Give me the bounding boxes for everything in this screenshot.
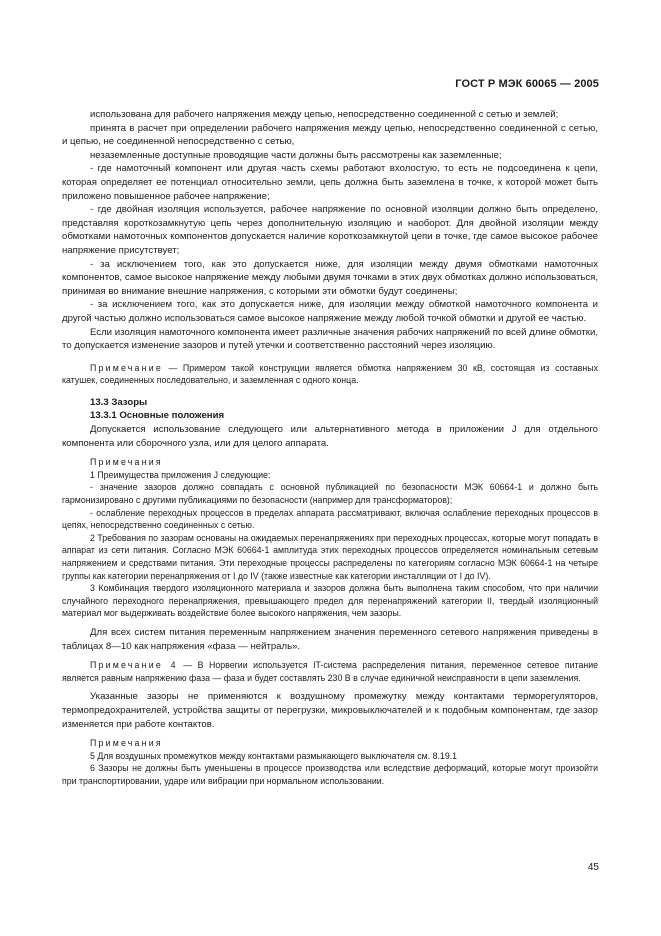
document-header: ГОСТ Р МЭК 60065 — 2005 — [455, 78, 599, 90]
section-intro: Допускается использование следующего или альтернативного метода в приложении J для отдельного компонента или сборочного узла, или для целого аппарата. — [62, 424, 598, 449]
note-item: - значение зазоров должно совпадать с основной публикацией по безопасности МЭК 60664-1 и должно быть гармонизировано с другими публикациями по безопасности (например для трансформаторов); — [62, 482, 598, 506]
body-paragraph: принята в расчет при определении рабочего напряжения между цепью, непосредственно соединенной с сетью, и цепью, не соединенной непосредственно с сетью, — [62, 122, 598, 148]
note-text: — Примером такой конструкции является обмотка напряжением 30 кВ, состоящая из составных катушек, соединенных последовательно, и заземленная с одного конца. — [62, 362, 598, 386]
body-paragraph: Для всех систем питания переменным напряжением значения переменного сетевого напряжения приведены в таблицах 8—10 как напряжения «фаза — нейтраль». — [62, 626, 598, 652]
note-item: - ослабление переходных процессов в пределах аппарата рассматривают, включая ослабление переходных процессов в цепях, непосредственно соединенных с сетью. — [62, 507, 598, 531]
note-item: 2 Требования по зазорам основаны на ожидаемых перенапряжениях при переходных процессах, которые могут попадать в аппарат из сети питания. Согласно МЭК 60664-1 амплитуда этих переходных процессов определяется номинальным сетевым напряжением и средствами питания. Эти переходные процессы распределены по категориям согласно МЭК 60664-1 на четыре группы как категории перенапряжения от I до IV (также известные как категории инсталляции от I до IV). — [62, 532, 598, 581]
body-paragraph: Указанные зазоры не применяются к воздушному промежутку между контактами терморегуляторов, термопредохранителей, устройства защиты от перегрузки, микровыключателей и к подобным компонентам, где зазор изменяется при работе контактов. — [62, 691, 598, 730]
note-item: 6 Зазоры не должны быть уменьшены в процессе производства или вследствие деформаций, которые могут произойти при транспортировании, ударе или вибрации при нормальном использовании. — [62, 763, 598, 786]
page-number: 45 — [587, 862, 599, 873]
body-paragraph: - за исключением того, как это допускается ниже, для изоляции между обмоткой намоточного компонента и другой частью должно использоваться самое высокое напряжение между любой точкой обмотки и другой ее частью. — [62, 299, 598, 324]
body-paragraph: - за исключением того, как это допускается ниже, для изоляции между двумя обмотками намоточных компонентов, самое высокое напряжение между любыми двумя точками в этих двух обмотках должно использоваться, принимая во внимание внешние напряжения, с которыми эти обмотки будут соединены; — [62, 258, 598, 297]
notes-label: Примечания — [90, 457, 163, 468]
body-paragraph: Если изоляция намоточного компонента имеет различные значения рабочих напряжений по всей длине обмотки, то допускается изменение зазоров и путей утечки и соответственно расстояний через изоляцию. — [62, 326, 598, 352]
subsection-heading: 13.3.1 Основные положения — [90, 410, 225, 422]
body-paragraph: - где намоточный компонент или другая часть схемы работают вхолостую, то есть не подсоединена к цепи, которая определяет ее потенциал относительно земли, цепь должна быть заземлена в точке, к которой может быть приложено повышенное рабочее напряжение; — [62, 163, 598, 202]
notes-label: Примечания — [90, 738, 163, 749]
note-label: Примечание 4 — [90, 660, 178, 671]
note-item: 3 Комбинация твердого изоляционного материала и зазоров должна быть выполнена таким способом, что при наличии случайного переходного перенапряжения, превышающего предел для перенапряжений категории II, твердый изоляционный материал мог выдерживать воздействие более высокого напряжения, чем зазоры. — [62, 583, 598, 619]
page-body — [62, 108, 598, 788]
body-paragraph: - где двойная изоляция используется, рабочее напряжение по основной изоляции должно быть определено, представляя короткозамкнутую цепь через дополнительную изоляцию и наоборот. Для двойной изоляции между обмотками намоточных компонентов допускается наличие короткозамкнутой цепи в точке, где самое высокое рабочее напряжение присутствует; — [62, 204, 598, 256]
note-1 — [62, 362, 598, 387]
section-heading: 13.3 Зазоры — [90, 396, 148, 408]
note-label: Примечание — [90, 362, 163, 373]
note-item: 5 Для воздушных промежутков между контактами размыкающего выключателя см. 8.19.1 — [90, 750, 458, 761]
body-paragraph: незаземленные доступные проводящие части должны быть рассмотрены как заземленные; — [90, 149, 502, 161]
body-paragraph: использована для рабочего напряжения между цепью, непосредственно соединенной с сетью и землей; — [90, 109, 559, 120]
note-item: 1 Преимущества приложения J следующие: — [90, 469, 271, 480]
note-text: — В Норвегии используется IT-система распределения питания, переменное сетевое питание является равным напряжению фаза — фаза и будет составлять 230 В в случае единичной неисправности в цепи заземления. — [62, 660, 599, 683]
note-4 — [62, 659, 598, 684]
